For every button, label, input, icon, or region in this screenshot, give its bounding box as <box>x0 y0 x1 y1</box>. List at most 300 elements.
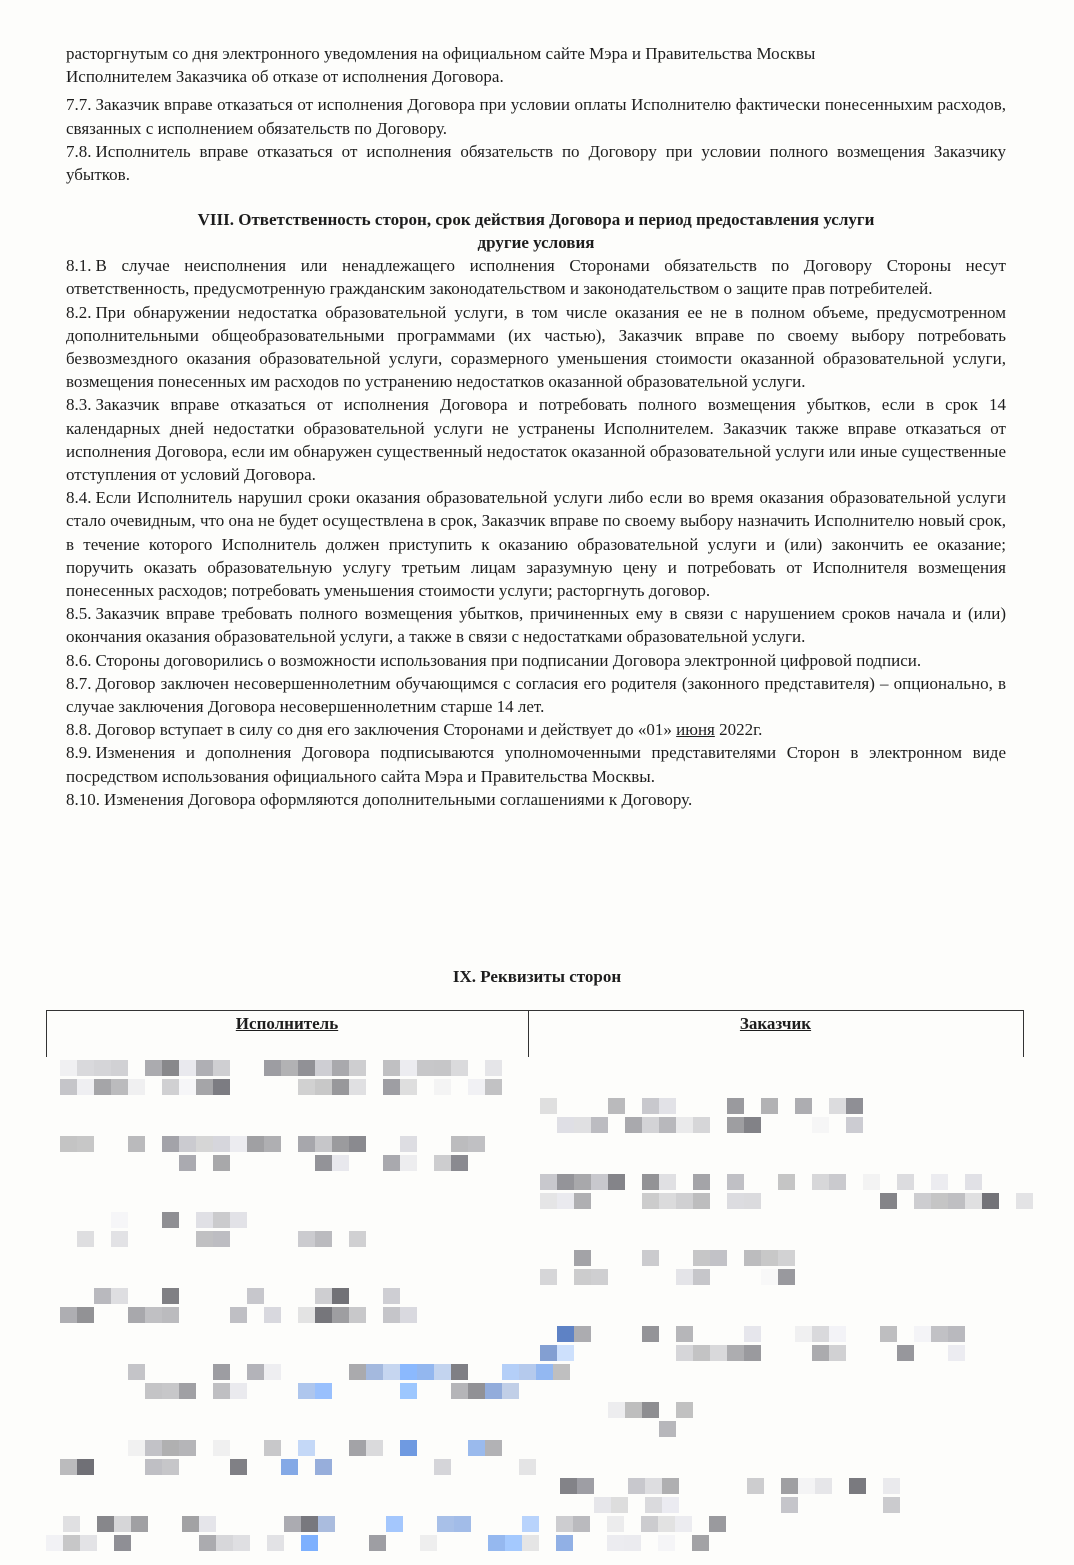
redaction-pixel <box>693 1117 710 1133</box>
redaction-pixel <box>196 1060 213 1076</box>
redaction-pixel <box>199 1535 216 1551</box>
redaction-pixel <box>230 1136 247 1152</box>
redaction-pixel <box>383 1155 400 1171</box>
redaction-pixel <box>744 1345 761 1361</box>
redaction-pixel <box>948 1193 965 1209</box>
redaction-pixel <box>574 1174 591 1190</box>
redaction-pixel <box>315 1459 332 1475</box>
redaction-pixel <box>591 1117 608 1133</box>
redaction-pixel <box>349 1307 366 1323</box>
redaction-pixel <box>162 1212 179 1228</box>
redaction-pixel <box>485 1383 502 1399</box>
redaction-pixel <box>676 1193 693 1209</box>
redaction-pixel <box>162 1459 179 1475</box>
redaction-pixel <box>574 1117 591 1133</box>
redaction-pixel <box>60 1060 77 1076</box>
redaction-pixel <box>557 1345 574 1361</box>
redaction-pixel <box>931 1193 948 1209</box>
redaction-pixel <box>659 1098 676 1114</box>
redaction-pixel <box>761 1269 778 1285</box>
redaction-pixel <box>727 1345 744 1361</box>
redaction-pixel <box>349 1060 366 1076</box>
redaction-pixel <box>676 1326 693 1342</box>
redaction-pixel <box>213 1136 230 1152</box>
redaction-pixel <box>676 1117 693 1133</box>
redaction-pixel <box>60 1079 77 1095</box>
redaction-pixel <box>645 1497 662 1513</box>
redaction-pixel <box>485 1440 502 1456</box>
clause-8-3: 8.3. Заказчик вправе отказаться от исполнения Договора и потребовать полного возмещения убытков, если в срок 14 календарных дней недостатки образовательной услуги не устранены Исполнителем. Заказчик также вправе отказаться от исполнения Договора, если им обнаружен существенный недостаток оказанной образовательной услуги или иные существенные отступления от условий Договора. <box>66 395 1006 485</box>
redaction-pixel <box>659 1193 676 1209</box>
redaction-pixel <box>349 1364 366 1380</box>
redaction-pixel <box>454 1516 471 1532</box>
redaction-pixel <box>315 1231 332 1247</box>
redaction-pixel <box>658 1516 675 1532</box>
redaction-pixel <box>162 1136 179 1152</box>
redaction-pixel <box>114 1516 131 1532</box>
redaction-pixel <box>642 1250 659 1266</box>
redaction-pixel <box>522 1535 539 1551</box>
redaction-pixel <box>540 1345 557 1361</box>
redaction-pixel <box>642 1174 659 1190</box>
redaction-pixel <box>298 1136 315 1152</box>
month-underlined: июня <box>676 720 715 740</box>
redaction-pixel <box>557 1174 574 1190</box>
redaction-pixel <box>281 1060 298 1076</box>
redaction-pixel <box>349 1079 366 1095</box>
redaction-pixel <box>332 1136 349 1152</box>
redaction-pixel <box>744 1117 761 1133</box>
redaction-pixel <box>267 1535 284 1551</box>
contract-page <box>66 0 1006 811</box>
redaction-pixel <box>761 1098 778 1114</box>
redaction-pixel <box>264 1440 281 1456</box>
redacted-requisites <box>0 1056 1074 1565</box>
redaction-pixel <box>451 1155 468 1171</box>
redaction-pixel <box>213 1383 230 1399</box>
redaction-pixel <box>965 1193 982 1209</box>
redaction-pixel <box>505 1535 522 1551</box>
redaction-pixel <box>369 1535 386 1551</box>
redaction-pixel <box>128 1307 145 1323</box>
clause-8-8: 8.8. Договор вступает в силу со дня его заключения Сторонами и действует до «01» июня 2022г. <box>66 720 763 740</box>
section-8-title: VIII. Ответственность сторон, срок действия Договора и период предоставления услуги другие условия <box>197 210 875 253</box>
redaction-pixel <box>778 1250 795 1266</box>
column-customer-header: Заказчик <box>739 1014 812 1033</box>
redaction-pixel <box>400 1060 417 1076</box>
redaction-pixel <box>400 1383 417 1399</box>
redaction-pixel <box>128 1364 145 1380</box>
clause-7-7: 7.7. Заказчик вправе отказаться от исполнения Договора при условии оплаты Исполнителю фактически понесенныхим расходов, связанных с исполнением обязательств по Договору. <box>66 95 1006 138</box>
redaction-pixel <box>162 1383 179 1399</box>
redaction-pixel <box>179 1079 196 1095</box>
redaction-pixel <box>676 1402 693 1418</box>
redaction-pixel <box>642 1193 659 1209</box>
redaction-pixel <box>727 1174 744 1190</box>
redaction-pixel <box>111 1288 128 1304</box>
redaction-pixel <box>434 1079 451 1095</box>
redaction-pixel <box>315 1288 332 1304</box>
redaction-pixel <box>131 1516 148 1532</box>
redaction-pixel <box>315 1155 332 1171</box>
redaction-pixel <box>502 1364 519 1380</box>
redaction-pixel <box>332 1079 349 1095</box>
redaction-pixel <box>829 1174 846 1190</box>
redaction-pixel <box>693 1193 710 1209</box>
redaction-pixel <box>727 1193 744 1209</box>
redaction-pixel <box>645 1478 662 1494</box>
redaction-pixel <box>451 1136 468 1152</box>
clause-8-4: 8.4. Если Исполнитель нарушил сроки оказания образовательной услуги либо если во время оказания образовательной услуги стало очевидным, что она не будет осуществлена в срок, Заказчик вправе по своему выбору назначить Исполнителю новый срок, в течение которого Исполнитель должен приступить к оказанию образовательной услуги и (или) закончить ее оказание; поручить оказать образовательную услугу третьим лицам заразумную цену и потребовать от Исполнителя возмещения понесенных расходов; потребовать уменьшения стоимости услуги; расторгнуть договор. <box>66 488 1006 601</box>
redaction-pixel <box>812 1326 829 1342</box>
redaction-pixel <box>179 1440 196 1456</box>
redaction-pixel <box>519 1459 536 1475</box>
redaction-pixel <box>485 1079 502 1095</box>
redaction-pixel <box>400 1440 417 1456</box>
redaction-pixel <box>557 1117 574 1133</box>
redaction-pixel <box>383 1060 400 1076</box>
redaction-pixel <box>692 1535 709 1551</box>
redaction-pixel <box>349 1231 366 1247</box>
redaction-pixel <box>795 1326 812 1342</box>
redaction-pixel <box>451 1364 468 1380</box>
redaction-pixel <box>60 1307 77 1323</box>
redaction-pixel <box>642 1326 659 1342</box>
redaction-pixel <box>145 1383 162 1399</box>
redaction-pixel <box>658 1535 675 1551</box>
redaction-pixel <box>522 1516 539 1532</box>
redaction-pixel <box>591 1174 608 1190</box>
redaction-pixel <box>744 1326 761 1342</box>
redaction-pixel <box>213 1364 230 1380</box>
redaction-pixel <box>230 1383 247 1399</box>
redaction-pixel <box>931 1174 948 1190</box>
redaction-pixel <box>883 1497 900 1513</box>
redaction-pixel <box>97 1516 114 1532</box>
redaction-pixel <box>709 1516 726 1532</box>
clause-7-8: 7.8. Исполнитель вправе отказаться от исполнения обязательств по Договору при условии полного возмещения Заказчику убытков. <box>66 141 1006 185</box>
redaction-pixel <box>77 1307 94 1323</box>
redaction-pixel <box>179 1136 196 1152</box>
redaction-pixel <box>179 1383 196 1399</box>
redaction-pixel <box>540 1193 557 1209</box>
redaction-pixel <box>642 1098 659 1114</box>
redaction-pixel <box>332 1155 349 1171</box>
clause-8-5: 8.5. Заказчик вправе требовать полного возмещения убытков, причиненных ему в связи с нарушением сроков начала и (или) окончания оказания образовательной услуги, а также в связи с недостатками образовательной услуги. <box>66 604 1006 647</box>
redaction-pixel <box>128 1136 145 1152</box>
redaction-pixel <box>400 1364 417 1380</box>
redaction-pixel <box>642 1117 659 1133</box>
redaction-pixel <box>948 1326 965 1342</box>
redaction-pixel <box>662 1497 679 1513</box>
redaction-pixel <box>179 1060 196 1076</box>
redaction-pixel <box>437 1516 454 1532</box>
redaction-pixel <box>298 1079 315 1095</box>
clause-8-2: 8.2. При обнаружении недостатка образовательной услуги, в том числе оказания ее не в полном объеме, предусмотренном дополнительными общеобразовательными программами (их частью), Заказчик вправе по своему выбору потребовать безвозмездного оказания образовательной услуги, соразмерного уменьшения стоимости оказанной образовательной услуги, возмещения понесенных им расходов по устранению недостатков оказанной образовательной услуги. <box>66 302 1006 392</box>
redaction-pixel <box>608 1402 625 1418</box>
redaction-pixel <box>298 1440 315 1456</box>
redaction-pixel <box>366 1440 383 1456</box>
redaction-pixel <box>540 1269 557 1285</box>
redaction-pixel <box>196 1079 213 1095</box>
redaction-pixel <box>179 1155 196 1171</box>
redaction-pixel <box>744 1193 761 1209</box>
clause-8-1: 8.1. В случае неисполнения или ненадлежащего исполнения Сторонами обязательств по Договору Стороны несут ответственность, предусмотренную гражданским законодательством и законодательством о защите прав потребителей. <box>66 256 1006 299</box>
redaction-pixel <box>332 1060 349 1076</box>
redaction-pixel <box>948 1345 965 1361</box>
redaction-pixel <box>230 1459 247 1475</box>
redaction-pixel <box>383 1079 400 1095</box>
redaction-pixel <box>659 1421 676 1437</box>
redaction-pixel <box>553 1364 570 1380</box>
redaction-pixel <box>829 1098 846 1114</box>
redaction-pixel <box>46 1535 63 1551</box>
redaction-pixel <box>557 1326 574 1342</box>
redaction-pixel <box>591 1269 608 1285</box>
redaction-pixel <box>628 1478 645 1494</box>
redaction-pixel <box>162 1060 179 1076</box>
redaction-pixel <box>111 1212 128 1228</box>
redaction-pixel <box>727 1117 744 1133</box>
redaction-pixel <box>434 1060 451 1076</box>
redaction-pixel <box>247 1364 264 1380</box>
redaction-pixel <box>863 1174 880 1190</box>
redaction-pixel <box>298 1307 315 1323</box>
redaction-pixel <box>812 1345 829 1361</box>
redaction-pixel <box>778 1174 795 1190</box>
redaction-pixel <box>468 1136 485 1152</box>
redaction-pixel <box>199 1516 216 1532</box>
redaction-pixel <box>676 1269 693 1285</box>
redaction-pixel <box>417 1060 434 1076</box>
redaction-pixel <box>798 1478 815 1494</box>
redaction-pixel <box>577 1478 594 1494</box>
redaction-pixel <box>162 1307 179 1323</box>
redaction-pixel <box>400 1136 417 1152</box>
redaction-pixel <box>417 1364 434 1380</box>
redaction-pixel <box>675 1516 692 1532</box>
redaction-pixel <box>624 1535 641 1551</box>
table-border-right <box>1023 1011 1024 1057</box>
redaction-pixel <box>213 1155 230 1171</box>
redaction-pixel <box>315 1060 332 1076</box>
redaction-pixel <box>213 1079 230 1095</box>
redaction-pixel <box>573 1516 590 1532</box>
redaction-pixel <box>298 1383 315 1399</box>
redaction-pixel <box>349 1136 366 1152</box>
redaction-pixel <box>488 1535 505 1551</box>
redaction-pixel <box>213 1060 230 1076</box>
redaction-pixel <box>145 1440 162 1456</box>
redaction-pixel <box>182 1516 199 1532</box>
redaction-pixel <box>301 1516 318 1532</box>
redaction-pixel <box>897 1174 914 1190</box>
redaction-pixel <box>781 1497 798 1513</box>
redaction-pixel <box>383 1288 400 1304</box>
redaction-pixel <box>560 1478 577 1494</box>
redaction-pixel <box>540 1174 557 1190</box>
intro-line-2: Исполнителем Заказчика об отказе от исполнения Договора. <box>66 67 504 87</box>
redaction-pixel <box>196 1231 213 1247</box>
redaction-pixel <box>281 1459 298 1475</box>
redaction-pixel <box>233 1535 250 1551</box>
redaction-pixel <box>162 1288 179 1304</box>
redaction-pixel <box>727 1098 744 1114</box>
redaction-pixel <box>659 1174 676 1190</box>
redaction-pixel <box>574 1269 591 1285</box>
redaction-pixel <box>574 1250 591 1266</box>
redaction-pixel <box>710 1345 727 1361</box>
redaction-pixel <box>744 1250 761 1266</box>
redaction-pixel <box>77 1231 94 1247</box>
redaction-pixel <box>332 1288 349 1304</box>
redaction-pixel <box>812 1117 829 1133</box>
redaction-pixel <box>386 1516 403 1532</box>
redaction-pixel <box>366 1364 383 1380</box>
redaction-pixel <box>196 1136 213 1152</box>
redaction-pixel <box>815 1478 832 1494</box>
redaction-pixel <box>914 1193 931 1209</box>
redaction-pixel <box>264 1060 281 1076</box>
redaction-pixel <box>642 1402 659 1418</box>
redaction-pixel <box>676 1345 693 1361</box>
redaction-pixel <box>400 1155 417 1171</box>
redaction-pixel <box>710 1250 727 1266</box>
intro-line-1: расторгнутым со дня электронного уведомления на официальном сайте Мэра и Правительства Москвы <box>66 44 816 63</box>
redaction-pixel <box>216 1535 233 1551</box>
redaction-pixel <box>400 1307 417 1323</box>
redaction-pixel <box>80 1535 97 1551</box>
redaction-pixel <box>60 1136 77 1152</box>
redaction-pixel <box>659 1117 676 1133</box>
redaction-pixel <box>761 1250 778 1266</box>
redaction-pixel <box>540 1098 557 1114</box>
redaction-pixel <box>502 1383 519 1399</box>
redaction-pixel <box>574 1326 591 1342</box>
redaction-pixel <box>608 1098 625 1114</box>
redaction-pixel <box>693 1269 710 1285</box>
redaction-pixel <box>849 1478 866 1494</box>
redaction-pixel <box>77 1079 94 1095</box>
redaction-pixel <box>145 1459 162 1475</box>
redaction-pixel <box>162 1079 179 1095</box>
redaction-pixel <box>247 1136 264 1152</box>
redaction-pixel <box>557 1193 574 1209</box>
redaction-pixel <box>451 1060 468 1076</box>
redaction-pixel <box>611 1497 628 1513</box>
redaction-pixel <box>315 1307 332 1323</box>
redaction-pixel <box>332 1307 349 1323</box>
redaction-pixel <box>434 1155 451 1171</box>
redaction-pixel <box>641 1516 658 1532</box>
redaction-pixel <box>145 1060 162 1076</box>
redaction-pixel <box>485 1060 502 1076</box>
redaction-pixel <box>914 1326 931 1342</box>
redaction-pixel <box>897 1345 914 1361</box>
redaction-pixel <box>94 1060 111 1076</box>
redaction-pixel <box>128 1079 145 1095</box>
redaction-pixel <box>607 1535 624 1551</box>
redaction-pixel <box>812 1174 829 1190</box>
redaction-pixel <box>318 1516 335 1532</box>
redaction-pixel <box>451 1383 468 1399</box>
redaction-pixel <box>468 1079 485 1095</box>
redaction-pixel <box>625 1402 642 1418</box>
redaction-pixel <box>128 1440 145 1456</box>
redaction-pixel <box>693 1250 710 1266</box>
redaction-pixel <box>213 1440 230 1456</box>
redaction-pixel <box>880 1326 897 1342</box>
redaction-pixel <box>264 1136 281 1152</box>
section-9-title: IX. Реквизиты сторон <box>452 967 622 986</box>
redaction-pixel <box>247 1288 264 1304</box>
clause-8-6: 8.6. Стороны договорились о возможности использования при подписании Договора электронной цифровой подписи. <box>66 650 922 670</box>
redaction-pixel <box>230 1212 247 1228</box>
redaction-pixel <box>230 1307 247 1323</box>
redaction-pixel <box>111 1231 128 1247</box>
redaction-pixel <box>625 1117 642 1133</box>
redaction-pixel <box>420 1535 437 1551</box>
redaction-pixel <box>111 1079 128 1095</box>
redaction-pixel <box>781 1478 798 1494</box>
redaction-pixel <box>778 1269 795 1285</box>
redaction-pixel <box>795 1098 812 1114</box>
redaction-pixel <box>883 1478 900 1494</box>
redaction-pixel <box>829 1326 846 1342</box>
redaction-pixel <box>196 1212 213 1228</box>
redaction-pixel <box>63 1516 80 1532</box>
clause-8-7: 8.7. Договор заключен несовершеннолетним обучающимся с согласия его родителя (законного представителя) – опционально, в случае заключения Договора несовершеннолетним старше 14 лет. <box>66 673 1006 717</box>
redaction-pixel <box>693 1345 710 1361</box>
redaction-pixel <box>662 1478 679 1494</box>
redaction-pixel <box>114 1535 131 1551</box>
redaction-pixel <box>468 1440 485 1456</box>
redaction-pixel <box>536 1364 553 1380</box>
redaction-pixel <box>829 1345 846 1361</box>
redaction-pixel <box>315 1383 332 1399</box>
redaction-pixel <box>349 1440 366 1456</box>
redaction-pixel <box>111 1060 128 1076</box>
redaction-pixel <box>264 1364 281 1380</box>
redaction-pixel <box>63 1535 80 1551</box>
column-executor-header: Исполнитель <box>235 1014 339 1033</box>
redaction-pixel <box>1016 1193 1033 1209</box>
redaction-pixel <box>965 1174 982 1190</box>
redaction-pixel <box>607 1516 624 1532</box>
redaction-pixel <box>931 1326 948 1342</box>
redaction-pixel <box>77 1459 94 1475</box>
redaction-pixel <box>383 1307 400 1323</box>
redaction-pixel <box>77 1060 94 1076</box>
redaction-pixel <box>301 1535 318 1551</box>
redaction-pixel <box>608 1174 625 1190</box>
redaction-pixel <box>434 1459 451 1475</box>
redaction-pixel <box>162 1440 179 1456</box>
redaction-pixel <box>60 1459 77 1475</box>
redaction-pixel <box>298 1231 315 1247</box>
redaction-pixel <box>77 1136 94 1152</box>
redaction-pixel <box>315 1136 332 1152</box>
redaction-pixel <box>284 1516 301 1532</box>
redaction-pixel <box>94 1079 111 1095</box>
intro-paragraph <box>66 42 1006 88</box>
redaction-pixel <box>747 1478 764 1494</box>
redaction-pixel <box>434 1364 451 1380</box>
redaction-pixel <box>298 1060 315 1076</box>
redaction-pixel <box>519 1364 536 1380</box>
redaction-pixel <box>94 1288 111 1304</box>
redaction-pixel <box>693 1174 710 1190</box>
